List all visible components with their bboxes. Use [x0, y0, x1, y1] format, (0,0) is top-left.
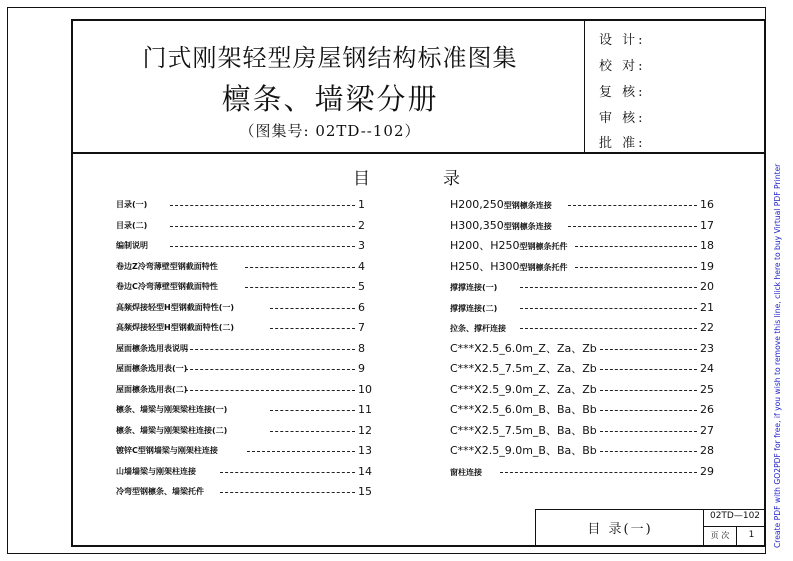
leader-line	[270, 431, 355, 432]
sig-review: 复 核:	[599, 85, 646, 100]
toc-entry-page: 7	[358, 321, 365, 334]
toc-entry-title	[450, 259, 568, 276]
toc-entry-page: 1	[358, 198, 365, 211]
toc-left-row	[116, 464, 372, 480]
toc-entry-suffix: 型钢檩条连接	[503, 221, 552, 231]
leader-line	[170, 205, 355, 206]
leader-line	[600, 451, 697, 452]
toc-left-row	[116, 238, 372, 254]
sig-check: 校 对:	[599, 59, 646, 74]
toc-entry-title: 卷边Z冷弯薄壁型钢截面特性	[116, 261, 218, 271]
toc-entry-page: 15	[358, 485, 372, 498]
toc-entry-title	[450, 279, 497, 296]
toc-entry-page: 11	[358, 403, 372, 416]
toc-entry-suffix: 窗柱连接	[450, 467, 482, 477]
toc-title-left: 目	[353, 169, 370, 189]
toc-entry-title: 目录(二)	[116, 220, 148, 230]
toc-entry-page: 4	[358, 259, 365, 273]
toc-left-row	[116, 361, 372, 377]
leader-line	[575, 267, 697, 268]
toc-entry-title	[450, 238, 568, 255]
title-block-top	[535, 509, 766, 510]
toc-entry-page: 10	[358, 382, 372, 396]
toc-right-row	[450, 197, 716, 213]
leader-line	[270, 328, 355, 329]
toc-entry-prefix: C***X2.5_7.5m_Z、Za、Zb	[450, 362, 597, 375]
toc-entry-title	[450, 361, 597, 378]
toc-entry-prefix: H200,250	[450, 198, 504, 211]
leader-line	[500, 472, 697, 473]
sheet-name: 目 录(一)	[587, 522, 653, 537]
toc-left-row	[116, 382, 372, 398]
toc-entry-title	[450, 443, 597, 460]
toc-title-right: 录	[443, 169, 460, 189]
toc-entry-page: 16	[700, 198, 714, 211]
toc-entry-page: 19	[700, 259, 714, 273]
toc-right-row	[450, 279, 716, 295]
leader-line	[270, 410, 355, 411]
leader-line	[170, 226, 355, 227]
toc-entry-page: 13	[358, 444, 372, 457]
toc-left-row	[116, 279, 372, 295]
toc-entry-page: 6	[358, 300, 365, 314]
toc-entry-page: 8	[358, 341, 365, 355]
toc-entry-prefix: C***X2.5_7.5m_B、Ba、Bb	[450, 423, 597, 437]
leader-line	[600, 410, 697, 411]
toc-entry-page: 12	[358, 423, 372, 437]
leader-line	[245, 287, 355, 288]
toc-entry-title: 檩条、墙梁与刚架梁柱连接(二)	[116, 425, 228, 435]
toc-left-row	[116, 320, 372, 336]
leader-line	[185, 390, 355, 391]
leader-line	[247, 451, 355, 452]
toc-entry-title: 目录(一)	[116, 200, 148, 209]
leader-line	[600, 349, 697, 350]
toc-entry-title	[450, 300, 497, 317]
toc-entry-page: 22	[700, 321, 714, 334]
leader-line	[185, 369, 355, 370]
toc-entry-title: 檩条、墙梁与刚架梁柱连接(一)	[116, 405, 228, 414]
leader-line	[220, 492, 355, 493]
toc-entry-title: 屋面檩条选用表(二)	[116, 384, 188, 394]
toc-entry-page: 20	[700, 280, 714, 293]
toc-entry-title	[450, 464, 482, 481]
signature-divider	[584, 19, 585, 152]
sig-audit: 审 核:	[599, 111, 646, 126]
toc-right-row	[450, 238, 716, 254]
sig-approve: 批 准:	[599, 136, 646, 151]
leader-line	[170, 246, 355, 247]
toc-entry-prefix: C***X2.5_6.0m_Z、Za、Zb	[450, 341, 597, 355]
toc-entry-title: 山墙墙梁与刚架柱连接	[116, 466, 196, 476]
toc-entry-prefix: H300,350	[450, 218, 504, 232]
toc-entry-page: 17	[700, 218, 714, 232]
toc-entry-suffix: 型钢檩条托件	[519, 242, 568, 251]
toc-entry-page: 21	[700, 300, 714, 314]
toc-left-row	[116, 443, 372, 459]
toc-entry-prefix: H250、H300	[450, 259, 520, 273]
toc-entry-page: 25	[700, 382, 714, 396]
toc-left-row	[116, 218, 372, 234]
toc-entry-title: 镀锌C型钢墙梁与刚架柱连接	[116, 446, 218, 455]
toc-right-row	[450, 218, 716, 234]
leader-line	[568, 205, 697, 206]
toc-right-row	[450, 443, 716, 459]
toc-right-row	[450, 464, 716, 480]
atlas-title: 门式刚架轻型房屋钢结构标准图集	[142, 44, 518, 72]
toc-right-row	[450, 259, 716, 275]
leader-line	[520, 308, 697, 309]
leader-line	[520, 287, 697, 288]
atlas-number: （图集号: 02TD--102）	[239, 122, 421, 140]
leader-line	[220, 472, 355, 473]
title-block-divider	[703, 526, 766, 527]
header-divider	[71, 152, 766, 154]
toc-entry-suffix: 撑撑连接(一)	[450, 283, 498, 292]
toc-entry-page: 27	[700, 423, 714, 437]
toc-entry-page: 18	[700, 239, 714, 252]
toc-left-row	[116, 197, 372, 213]
leader-line	[520, 328, 697, 329]
toc-entry-title: 卷边C冷弯薄壁型钢截面特性	[116, 282, 218, 291]
toc-entry-title	[450, 320, 506, 337]
toc-entry-page: 3	[358, 239, 365, 252]
leader-line	[270, 308, 355, 309]
toc-entry-title: 编制说明	[116, 241, 148, 250]
toc-entry-page: 14	[358, 464, 372, 478]
toc-entry-page: 28	[700, 444, 714, 457]
toc-right-row	[450, 300, 716, 316]
toc-entry-title	[450, 197, 552, 214]
toc-entry-page: 29	[700, 464, 714, 478]
toc-left-row	[116, 259, 372, 275]
toc-entry-title: 屋面檩条选用表(一)	[116, 364, 188, 373]
toc-entry-page: 26	[700, 403, 714, 416]
leader-line	[245, 267, 355, 268]
drawing-code: 02TD—102	[709, 511, 761, 521]
toc-right-row	[450, 382, 716, 398]
toc-entry-prefix: C***X2.5_9.0m_Z、Za、Zb	[450, 382, 597, 396]
toc-left-row	[116, 402, 372, 418]
toc-right-row	[450, 320, 716, 336]
toc-entry-page: 23	[700, 341, 714, 355]
toc-entry-prefix: C***X2.5_9.0m_B、Ba、Bb	[450, 444, 597, 457]
page-number: 1	[748, 530, 755, 540]
pdf-watermark-link[interactable]: Create PDF with GO2PDF for free, if you wish to remove this line, click here to buy Virtual PDF Printer	[773, 163, 782, 548]
volume-title: 檩条、墙梁分册	[221, 82, 439, 116]
toc-right-row	[450, 341, 716, 357]
toc-entry-suffix: 撑撑连接(二)	[450, 303, 498, 313]
toc-entry-page: 5	[358, 280, 365, 293]
toc-right-row	[450, 402, 716, 418]
toc-entry-suffix: 型钢檩条连接	[503, 201, 552, 210]
toc-entry-title	[450, 382, 597, 399]
toc-right-row	[450, 361, 716, 377]
toc-entry-title: 高频焊接轻型H型钢截面特性(二)	[116, 323, 235, 332]
leader-line	[568, 226, 697, 227]
leader-line	[575, 246, 697, 247]
toc-left-row	[116, 423, 372, 439]
toc-left-row	[116, 341, 372, 357]
toc-entry-title: 冷弯型钢檩条、墙梁托件	[116, 487, 204, 496]
toc-entry-title	[450, 402, 597, 419]
toc-entry-page: 2	[358, 218, 365, 232]
toc-entry-suffix: 拉条、撑杆连接	[450, 324, 506, 333]
sig-design: 设 计:	[599, 33, 646, 48]
toc-entry-title	[450, 218, 552, 235]
page-label: 页 次	[710, 531, 730, 540]
toc-entry-page: 24	[700, 362, 714, 375]
toc-entry-title	[450, 341, 597, 358]
toc-left-row	[116, 300, 372, 316]
toc-entry-title	[450, 423, 597, 440]
toc-right-row	[450, 423, 716, 439]
leader-line	[600, 390, 697, 391]
toc-entry-title: 高频焊接轻型H型钢截面特性(一)	[116, 302, 235, 312]
leader-line	[600, 369, 697, 370]
leader-line	[600, 431, 697, 432]
leader-line	[185, 349, 355, 350]
title-block-divider	[535, 509, 536, 547]
toc-entry-prefix: C***X2.5_6.0m_B、Ba、Bb	[450, 403, 597, 416]
toc-entry-title: 屋面檩条选用表说明	[116, 343, 188, 353]
toc-entry-suffix: 型钢檩条托件	[519, 262, 568, 272]
toc-entry-page: 9	[358, 362, 365, 375]
toc-entry-prefix: H200、H250	[450, 239, 520, 252]
toc-left-row	[116, 484, 372, 500]
